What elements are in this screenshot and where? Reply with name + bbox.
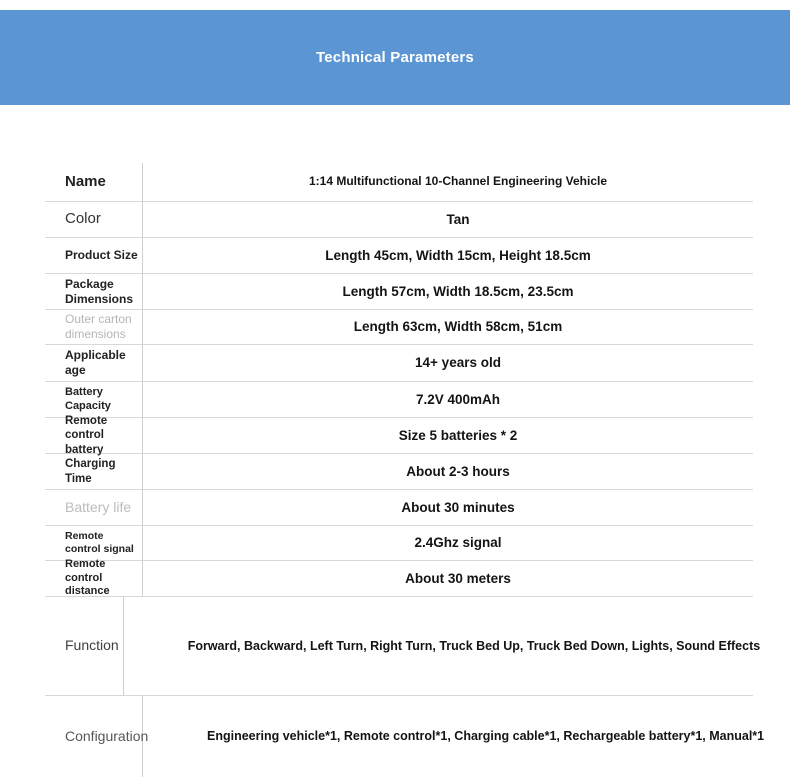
row-value: Length 63cm, Width 58cm, 51cm — [353, 319, 563, 335]
row-label: Remote control distance — [45, 561, 143, 596]
table-row-battery-capacity — [45, 382, 753, 418]
row-value: 14+ years old — [415, 355, 501, 371]
row-value: Forward, Backward, Left Turn, Right Turn, Truck Bed Up, Truck Bed Down, Lights, Sound Effects — [187, 638, 761, 653]
row-value: Tan — [446, 211, 470, 227]
row-label: Color — [45, 202, 143, 237]
row-value: Length 57cm, Width 18.5cm, 23.5cm — [342, 283, 574, 299]
row-label: Applicable age — [45, 345, 143, 381]
table-row-product-size — [45, 238, 753, 274]
header-banner — [0, 10, 790, 105]
row-value: About 30 meters — [405, 570, 511, 586]
row-label: Remote control signal — [45, 526, 143, 560]
row-value: Engineering vehicle*1, Remote control*1, Charging cable*1, Rechargeable battery*1, Manual*1 — [207, 729, 765, 744]
table-row-package-dimensions — [45, 274, 753, 310]
table-row-name — [45, 163, 753, 202]
table-row-configuration — [45, 696, 765, 777]
row-label: Package Dimensions — [45, 274, 143, 309]
table-row-outer-carton — [45, 310, 753, 345]
page-title: Technical Parameters — [316, 49, 474, 66]
row-value: 2.4Ghz signal — [414, 535, 502, 551]
row-value: About 30 minutes — [401, 499, 515, 515]
row-label: Battery life — [45, 490, 143, 525]
row-value: About 2-3 hours — [406, 463, 510, 479]
row-value: Length 45cm, Width 15cm, Height 18.5cm — [325, 247, 591, 263]
row-label: Outer carton dimensions — [45, 310, 143, 344]
row-label: Charging Time — [45, 454, 143, 489]
table-row-charging-time — [45, 454, 753, 490]
row-label: Name — [45, 163, 143, 201]
row-value: 1:14 Multifunctional 10-Channel Engineering Vehicle — [308, 174, 608, 189]
row-label: Configuration — [45, 696, 143, 777]
product-spec-page — [0, 10, 790, 777]
table-row-remote-signal — [45, 526, 753, 561]
row-value: 7.2V 400mAh — [415, 391, 501, 407]
table-row-remote-battery — [45, 414, 753, 456]
row-label: Battery Capacity — [45, 382, 143, 417]
table-row-color — [45, 202, 753, 238]
table-row-function — [45, 597, 761, 696]
table-row-applicable-age — [45, 345, 753, 382]
table-row-battery-life — [45, 490, 753, 526]
spec-table — [45, 163, 765, 777]
row-label: Product Size — [45, 238, 143, 273]
row-value: Size 5 batteries * 2 — [398, 427, 518, 443]
row-label: Function — [45, 597, 124, 695]
table-row-remote-distance — [45, 557, 753, 598]
row-label: Remote control battery — [45, 418, 143, 453]
